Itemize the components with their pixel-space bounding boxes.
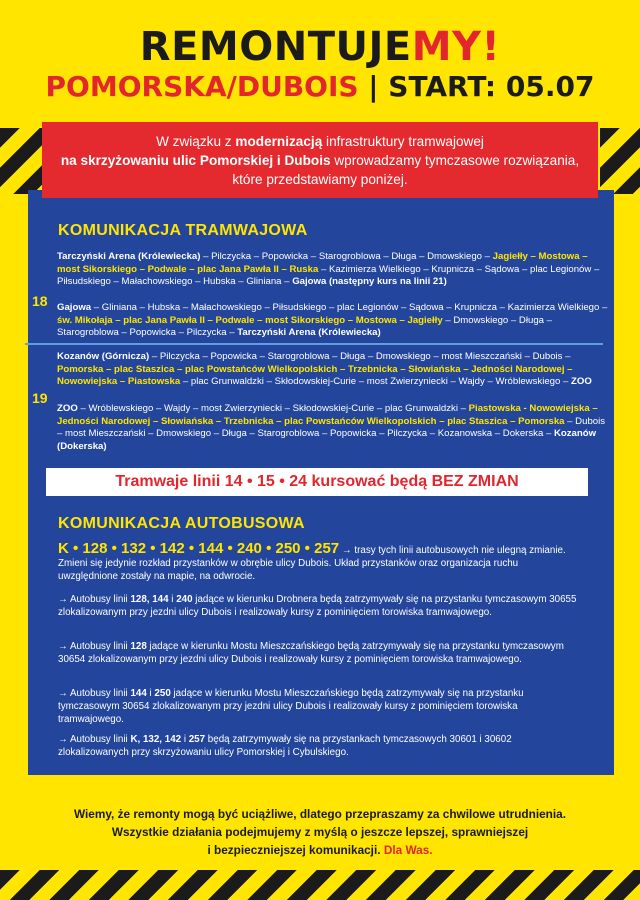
route-segment: – Kazimierza Wielkiego – Krupnicza – Sądowa – plac Legionów – Piłsudskiego – Małachowskiego – Hubska – Gliniana – (57, 263, 600, 288)
route-segment: Pomorska – plac Staszica – plac Powstańców Wielkopolskich – Trzebnicka – Słowiańska – Jedności Narodowej – Nowowiejska – Piastowska (57, 363, 573, 388)
note-segment: i (168, 594, 177, 605)
title-part2: MY! (411, 24, 501, 70)
route-segment: – Wróblewskiego – Wajdy – most Zwierzyniecki – Skłodowskiej-Curie – plac Grunwaldzki – (77, 403, 469, 414)
bus-note-4 (58, 733, 578, 759)
divider (25, 343, 603, 345)
tram-heading: KOMUNIKACJA TRAMWAJOWA (58, 222, 308, 239)
bus-note-3 (58, 687, 578, 727)
hazard-stripes-bottom (0, 870, 640, 900)
note-segment: jadące w kierunku Drobnera będą zatrzymywały się na przystanku tymczasowym 30655 zlokalizowanym przy jezdni ulicy Dubois i realizowały kursy z pominięciem torowiska tramwajowego. (58, 594, 577, 619)
footer-line-3 (0, 841, 640, 859)
tram-line-19: 19 (32, 390, 48, 406)
route-segment: – Gliniana – Hubska – Małachowskiego – Piłsudskiego – plac Legionów – Sądowa – Krupnicza – Kazimierza Wielkiego – (91, 302, 608, 313)
intro-text-a: W związku z (156, 134, 236, 149)
bus-line-numbers: K • 128 • 132 • 142 • 144 • 240 • 250 • 257 (58, 540, 340, 557)
hazard-stripes-left (0, 128, 46, 194)
note-segment: → Autobusy linii (58, 641, 131, 652)
footer-line-2: Wszystkie działania podejmujemy z myślą o jeszcze lepszej, sprawniejszej (111, 825, 529, 839)
route-segment: Gajowa (57, 302, 92, 313)
page-title (0, 24, 640, 70)
subtitle-separator: | (358, 70, 389, 103)
note-segment: 240 (176, 594, 193, 605)
subtitle-place: POMORSKA/DUBOIS (45, 70, 359, 103)
route-18-return (57, 302, 609, 340)
footer-line-3-red: Dla Was. (383, 843, 433, 857)
route-segment: Kozanów (Dokerska) (57, 428, 597, 452)
route-segment: Jagiełły – Mostowa – most Sikorskiego – Podwale – plac Jana Pawła II – Ruska (57, 251, 588, 275)
route-19-outbound (57, 351, 609, 389)
no-change-banner: Tramwaje linii 14 • 15 • 24 kursować będą BEZ ZMIAN (46, 468, 588, 496)
footer-line-3-text: i bezpieczniejszej komunikacji. (207, 843, 384, 857)
route-segment: – Dubois – most Mieszczański – Dmowskiego – Długa – Starogroblowa – Popowicka – Pilczycka – Kozanowska – Dokerska – (57, 415, 606, 440)
note-segment: i (181, 734, 189, 745)
note-segment: 257 (188, 734, 206, 745)
intro-box (42, 122, 598, 198)
route-segment: ZOO (571, 376, 592, 388)
route-segment: Tarczyński Arena (Królewiecka) (57, 251, 201, 262)
title-part1: REMONTUJE (139, 24, 412, 70)
intro-text-e: wprowadzamy tymczasowe rozwiązania, które przedstawiamy poniżej. (232, 153, 580, 187)
note-segment: będą zatrzymywały się na przystankach tymczasowych 30601 i 30602 zlokalizowanych przy skrzyżowaniu ulicy Pomorskiej i Cybulskiego. (58, 734, 512, 759)
note-segment: K, 132, 142 (130, 734, 182, 745)
footer-message (0, 805, 640, 859)
note-segment: jadące w kierunku Mostu Mieszczańskiego będą zatrzymywały się na przystanku tymczasowym 30654 zlokalizowanym przy jezdni ulicy Dubois i realizowały kursy z pominięciem torowiska tramwajowego. (58, 688, 524, 726)
route-segment: ZOO (57, 403, 78, 414)
intro-text-c: infrastruktury tramwajowej (322, 134, 484, 149)
bus-lines-info (58, 542, 578, 583)
hazard-stripes-right (600, 128, 640, 194)
route-segment: – plac Grunwaldzki – Skłodowskiej-Curie – most Zwierzyniecki – Wajdy – Wróblewskiego – (180, 376, 572, 388)
note-segment: 128 (130, 641, 147, 652)
route-segment: Piastowska - Nowowiejska – Jedności Narodowej – Słowiańska – Trzebnicka – plac Powstańców Wielkopolskich – plac Staszica – Pomorska (57, 403, 598, 427)
route-18-outbound (57, 251, 609, 289)
intro-text-d: na skrzyżowaniu ulic Pomorskiej i Dubois (60, 153, 331, 168)
note-segment: → Autobusy linii (58, 688, 131, 699)
subtitle-start: START: 05.07 (388, 70, 595, 103)
bus-lines-text: → trasy tych linii autobusowych nie ulegną zmianie. Zmieni się jedynie rozkład przystanków w obrębie ulicy Dubois. Układ przystanków oraz organizacja ruchu uwzględnione zostały na mapie, na odwrocie. (58, 545, 566, 582)
route-segment: św. Mikołaja – plac Jana Pawła II – Podwale – most Sikorskiego – Mostowa – Jagiełły (57, 314, 443, 326)
bus-heading: KOMUNIKACJA AUTOBUSOWA (58, 515, 305, 532)
route-segment: Gajowa (następny kurs na linii 21) (292, 276, 447, 288)
route-segment: – Pilczycka – Popowicka – Starogroblowa – Długa – Dmowskiego – most Mieszczański – Dubois – (149, 351, 571, 362)
route-segment: – Dmowskiego – Długa – Starogroblowa – Popowicka – Pilczycka – (57, 314, 553, 339)
page-subtitle (0, 70, 640, 103)
route-19-return (57, 403, 609, 453)
note-segment: 128, 144 (130, 594, 169, 605)
footer-line-1: Wiemy, że remonty mogą być uciążliwe, dlatego przepraszamy za chwilowe utrudnienia. (74, 807, 566, 821)
note-segment: 250 (154, 688, 171, 699)
route-segment: – Pilczycka – Popowicka – Starogroblowa – Długa – Dmowskiego – (200, 251, 493, 262)
intro-text-b: modernizacją (235, 134, 323, 149)
route-segment: Tarczyński Arena (Królewiecka) (237, 327, 381, 339)
bus-note-2 (58, 640, 578, 666)
note-segment: 144 (130, 688, 147, 699)
note-segment: → Autobusy linii (58, 594, 131, 605)
tram-line-18: 18 (32, 293, 48, 309)
route-segment: Kozanów (Górnicza) (57, 351, 150, 362)
note-segment: i (146, 688, 155, 699)
note-segment: jadące w kierunku Mostu Mieszczańskiego będą zatrzymywały się na przystanku tymczasowym 30654 zlokalizowanym przy jezdni ulicy Dubois i realizowały kursy z pominięciem torowiska tramwajowego. (58, 641, 564, 666)
note-segment: → Autobusy linii (58, 734, 131, 745)
bus-note-1 (58, 593, 578, 619)
